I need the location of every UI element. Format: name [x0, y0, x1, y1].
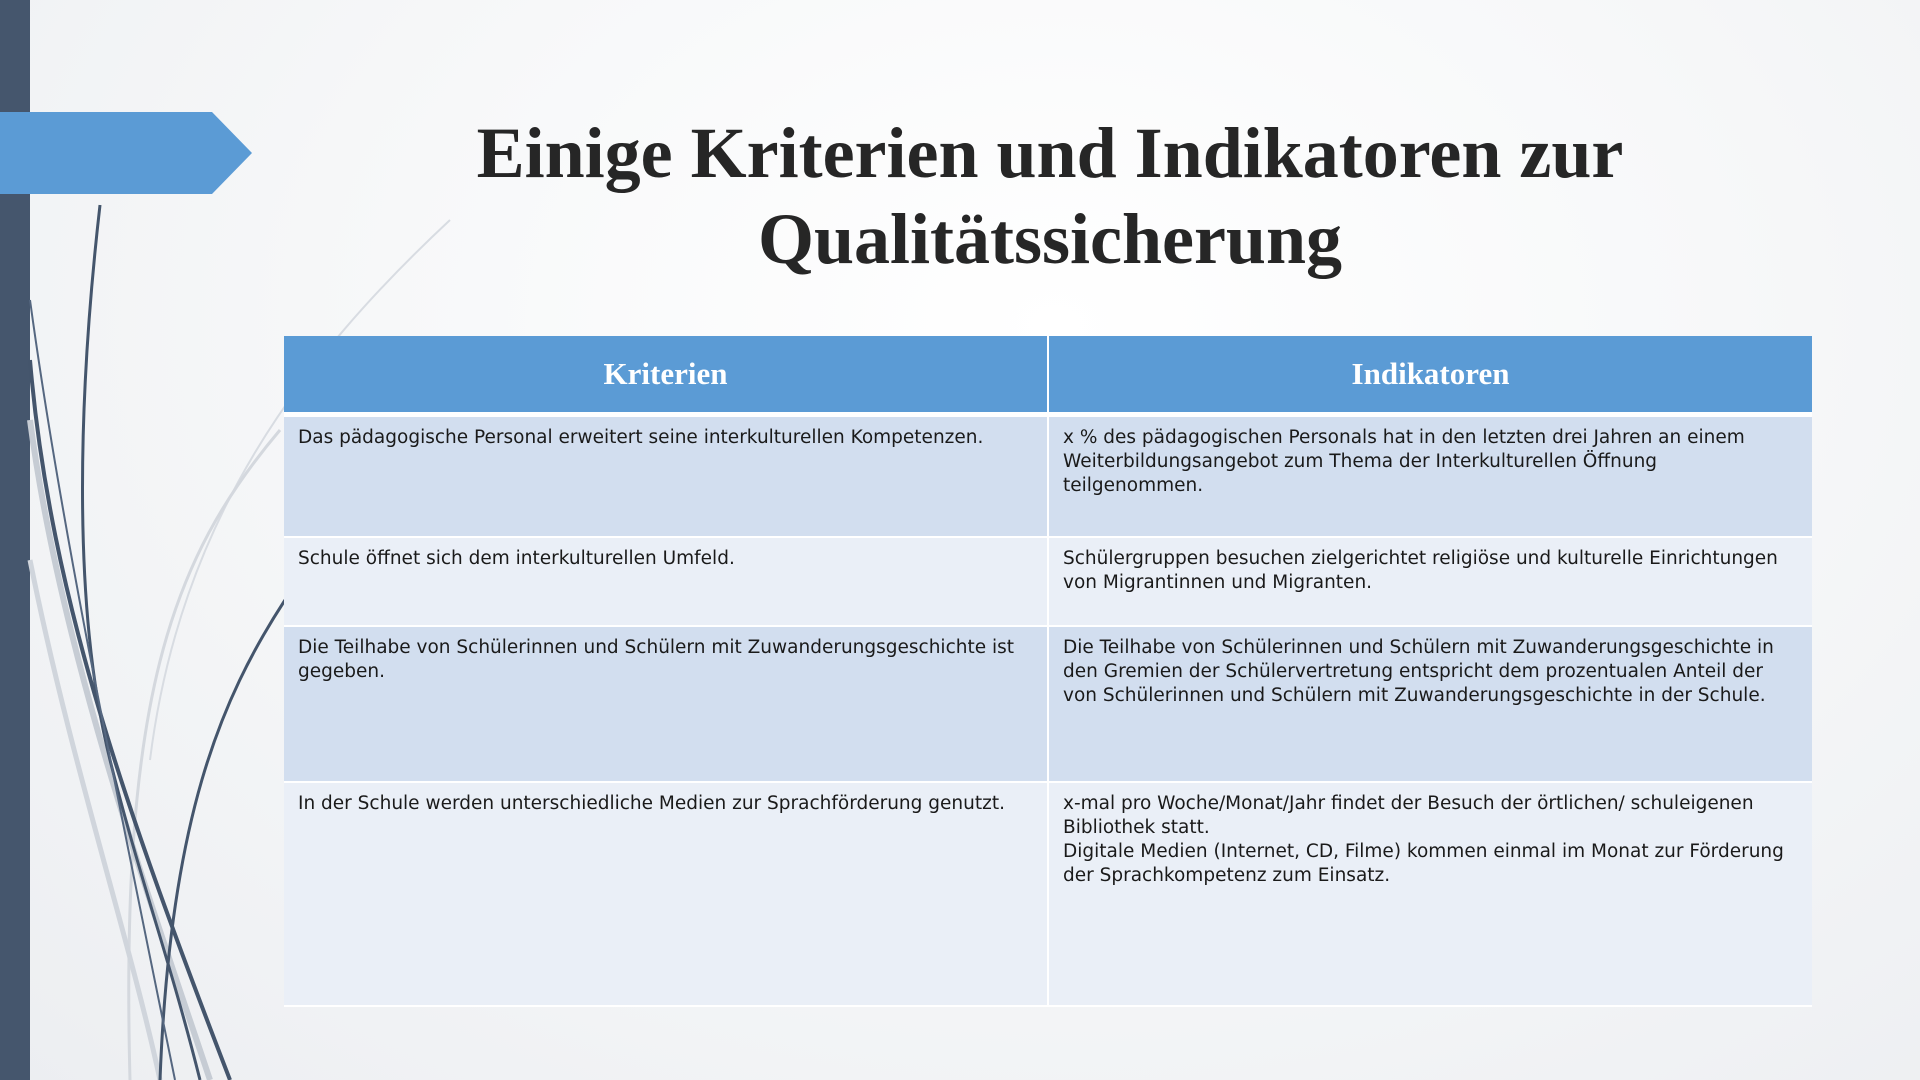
- criterion-cell: Die Teilhabe von Schülerinnen und Schülern mit Zuwanderungsgeschichte ist gegeben.: [284, 626, 1048, 782]
- indicator-line: x % des pädagogischen Personals hat in den letzten drei Jahren an einem Weiterbildungsangebot zum Thema der Interkulturellen Öffnung teilgenommen.: [1063, 427, 1745, 496]
- header-criteria: Kriterien: [284, 336, 1048, 415]
- criteria-indicators-table: [284, 336, 1812, 1007]
- arrow-tab: [0, 112, 252, 194]
- criterion-cell: Das pädagogische Personal erweitert seine interkulturellen Kompetenzen.: [284, 415, 1048, 538]
- slide-title: [340, 110, 1760, 282]
- indicator-cell: [1048, 782, 1812, 1006]
- indicator-line: x-mal pro Woche/Monat/Jahr findet der Besuch der örtlichen/ schuleigenen Bibliothek statt.: [1063, 793, 1754, 838]
- table-header-row: [284, 336, 1812, 415]
- table-row: [284, 415, 1812, 538]
- criterion-cell: Schule öffnet sich dem interkulturellen Umfeld.: [284, 537, 1048, 626]
- indicator-line: Schülergruppen besuchen zielgerichtet religiöse und kulturelle Einrichtungen von Migrantinnen und Migranten.: [1063, 548, 1778, 593]
- title-line-1: Einige Kriterien und Indikatoren zur: [476, 113, 1624, 193]
- indicator-cell: [1048, 537, 1812, 626]
- criteria-table-container: [284, 336, 1812, 1007]
- indicator-cell: [1048, 626, 1812, 782]
- header-indicators: Indikatoren: [1048, 336, 1812, 415]
- table-row: [284, 626, 1812, 782]
- indicator-cell: [1048, 415, 1812, 538]
- title-line-2: Qualitätssicherung: [757, 199, 1343, 279]
- criterion-cell: In der Schule werden unterschiedliche Medien zur Sprachförderung genutzt.: [284, 782, 1048, 1006]
- indicator-line: Die Teilhabe von Schülerinnen und Schülern mit Zuwanderungsgeschichte in den Gremien der Schülervertretung entspricht dem prozentualen Anteil der von Schülerinnen und Schülern mit Zuwanderungsgeschichte in der Schule.: [1063, 637, 1774, 706]
- table-row: [284, 782, 1812, 1006]
- table-row: [284, 537, 1812, 626]
- indicator-line: Digitale Medien (Internet, CD, Filme) kommen einmal im Monat zur Förderung der Sprachkompetenz zum Einsatz.: [1063, 841, 1784, 886]
